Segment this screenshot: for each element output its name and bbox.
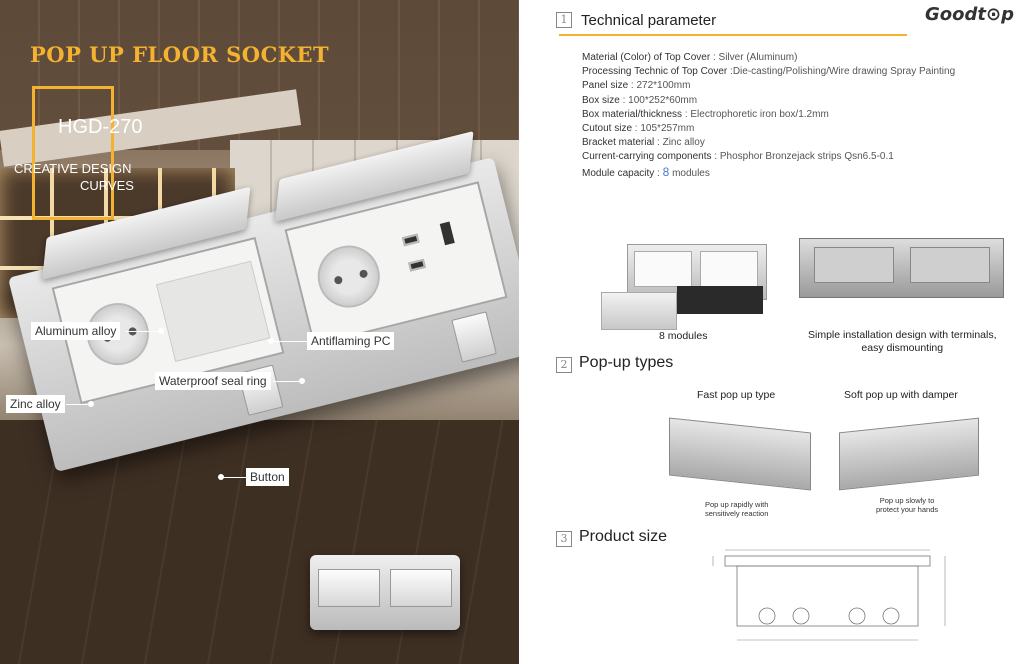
- section-title-technical-parameter: Technical parameter: [581, 12, 717, 29]
- section-title-product-size: Product size: [579, 528, 668, 545]
- callout-waterproof-seal-ring: Waterproof seal ring: [155, 372, 271, 390]
- fast-popup-title: Fast pop up type: [697, 389, 776, 401]
- tagline-line-2: CURVES: [80, 178, 134, 193]
- section-number-1: 1: [556, 12, 572, 28]
- floor-socket-closed: [310, 555, 460, 630]
- spec-row: Panel size : 272*100mm: [582, 80, 691, 92]
- title-frame: [32, 86, 114, 220]
- callout-button: Button: [246, 468, 289, 486]
- brand-logo: Goodt⊙p: [925, 4, 1014, 25]
- section-underline: [559, 34, 907, 36]
- model-number: HGD-270: [58, 116, 143, 138]
- section-number-3: 3: [556, 531, 572, 547]
- product-image-installation: [799, 238, 1004, 298]
- callout-aluminum-alloy: Aluminum alloy: [31, 322, 120, 340]
- soft-popup-note: Pop up slowly to protect your hands: [876, 496, 939, 514]
- caption-installation: Simple installation design with terminals, easy dismounting: [808, 329, 997, 354]
- spec-row: Bracket material : Zinc alloy: [582, 137, 705, 149]
- spec-row: Processing Technic of Top Cover :Die-casting/Polishing/Wire drawing Spray Painting: [582, 66, 956, 78]
- spec-row: Box size : 100*252*60mm: [582, 94, 698, 106]
- release-button-right: [451, 311, 497, 362]
- product-box: [677, 286, 763, 314]
- usb-c-port: [440, 222, 455, 246]
- product-image-soft-popup: [839, 418, 979, 491]
- spec-row: Current-carrying components : Phosphor Bronzejack strips Qsn6.5-0.1: [582, 151, 894, 163]
- product-image-fast-popup: [669, 418, 811, 491]
- callout-antiflaming-pc: Antiflaming PC: [307, 332, 394, 350]
- spec-row: Box material/thickness : Electrophoretic iron box/1.2mm: [582, 108, 829, 120]
- tagline-line-1: CREATIVE DESIGN: [14, 161, 132, 176]
- spec-row: Material (Color) of Top Cover : Silver (Aluminum): [582, 52, 798, 63]
- section-number-2: 2: [556, 357, 572, 373]
- caption-8-modules: 8 modules: [659, 330, 708, 342]
- dimension-drawing: [705, 540, 960, 648]
- spec-list: [582, 51, 955, 181]
- data-module-blank: [156, 261, 270, 362]
- spec-row-module-capacity: Module capacity : 8 modules: [582, 164, 710, 179]
- soft-popup-title: Soft pop up with damper: [844, 389, 958, 401]
- spec-panel: [519, 0, 1024, 664]
- spec-row: Cutout size : 105*257mm: [582, 123, 695, 135]
- section-title-popup-types: Pop-up types: [579, 354, 674, 371]
- usb-port-2: [408, 259, 426, 272]
- fast-popup-note: Pop up rapidly with sensitively reaction: [705, 500, 769, 518]
- callout-zinc-alloy: Zinc alloy: [6, 395, 65, 413]
- usb-port-1: [402, 234, 420, 247]
- product-image-closed: [601, 292, 677, 330]
- page-title: POP UP FLOOR SOCKET: [30, 42, 330, 67]
- schuko-outlet-right: [311, 239, 386, 314]
